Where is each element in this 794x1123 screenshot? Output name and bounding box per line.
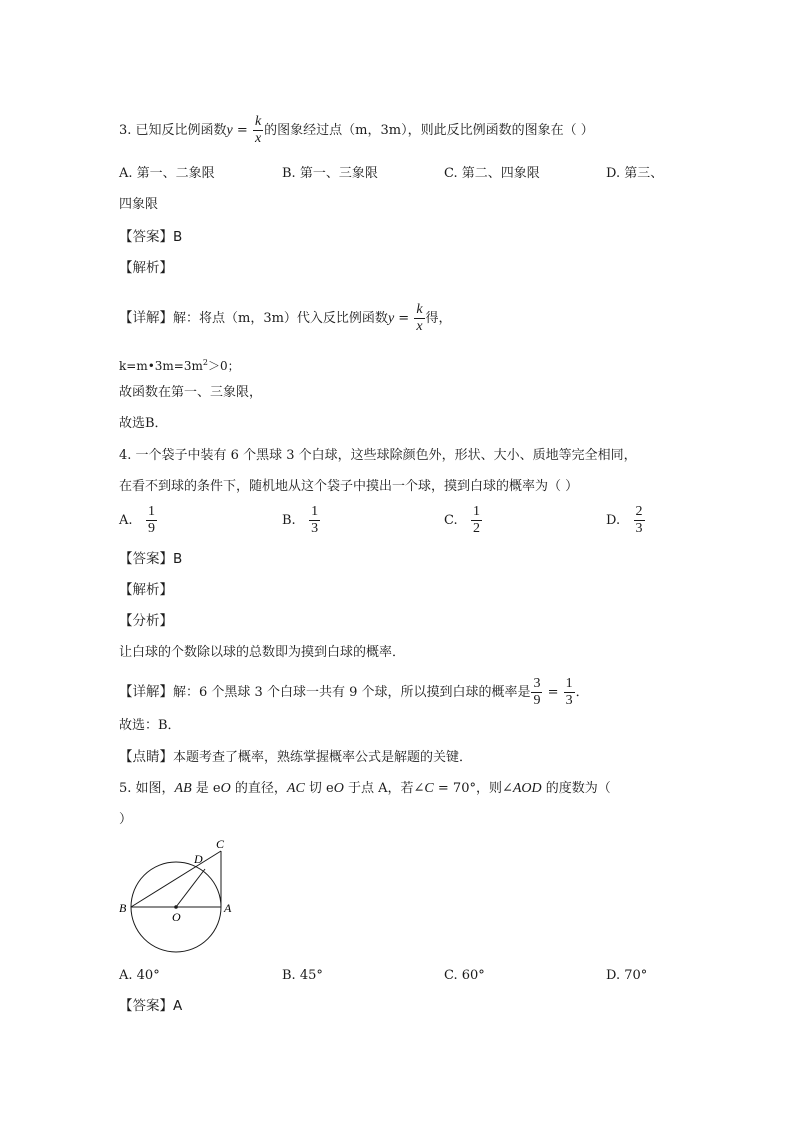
q3-option-b: B. 第一、三象限: [282, 166, 378, 181]
q3-option-d-cont: 四象限: [119, 197, 159, 212]
q4-answer: 【答案】B: [119, 551, 183, 567]
q3-analysis-tag: 【解析】: [119, 260, 173, 276]
q3-detail: 【详解】解：将点（m，3m）代入反比例函数y = $\frac{k}{x}$ 得，: [119, 302, 452, 334]
q3-option-a: A. 第一、二象限: [119, 166, 215, 181]
q3-detail-fraction: $\frac{k}{x}$: [416, 302, 423, 334]
q3-conclusion: 故函数在第一、三象限，: [119, 385, 263, 400]
q3-choose: 故选B．: [119, 416, 168, 431]
q4-comment: 【点睛】本题考查了概率，熟练掌握概率公式是解题的关键．: [119, 749, 473, 765]
label-c: C: [216, 838, 225, 851]
q4-option-d: D. $\frac{2}{3}$: [606, 504, 643, 536]
q5-option-a: A. 40°: [119, 968, 160, 983]
label-o: O: [172, 910, 181, 924]
q5-figure: [117, 838, 237, 958]
label-d: D: [194, 852, 203, 866]
q3-option-c: C. 第二、四象限: [444, 166, 540, 181]
q4-analysis2-tag: 【分析】: [119, 613, 173, 629]
q3-option-d: D. 第三、: [606, 166, 664, 181]
q4-choose: 故选：B．: [119, 718, 181, 733]
line-bc: [131, 851, 221, 907]
center-point: [174, 905, 178, 909]
q5-stem: 5. 如图，AB 是 eO 的直径，AC 切 eO 于点 A，若∠C = 70°，则∠AOD 的度数为（: [119, 781, 611, 796]
q4-stem-1: 4. 一个袋子中装有 6 个黑球 3 个白球，这些球除颜色外，形状、大小、质地等完全相同，: [119, 448, 637, 463]
q5-answer: 【答案】A: [119, 998, 183, 1014]
q4-analysis-tag: 【解析】: [119, 582, 173, 598]
label-b: B: [119, 901, 127, 915]
q4-option-c: C. $\frac{1}{2}$: [444, 504, 481, 536]
q3-answer: 【答案】B: [119, 229, 183, 245]
q3-fraction: $\frac{k}{x}$: [254, 114, 262, 146]
q5-option-d: D. 70°: [606, 968, 648, 983]
q5-option-b: B. 45°: [282, 968, 323, 983]
q4-option-a: A. $\frac{1}{9}$: [119, 504, 155, 536]
label-a: A: [224, 901, 232, 915]
q5-option-c: C. 60°: [444, 968, 485, 983]
q4-detail: 【详解】解：6 个黑球 3 个白球一共有 9 个球，所以摸到白球的概率是 $\frac{3}{9}$ = $\frac{1}{3}$ ．: [119, 676, 589, 708]
q4-option-b: B. $\frac{1}{3}$: [282, 504, 319, 536]
q5-stem-cont: ）: [119, 812, 133, 827]
q3-stem: 3. 已知反比例函数y = $\frac{k}{x}$ 的图象经过点（m，3m），则此反比例函数的图象在（ ）: [119, 114, 594, 146]
line-od: [176, 869, 205, 907]
q4-stem-2: 在看不到球的条件下，随机地从这个袋子中摸出一个球，摸到白球的概率为（ ）: [119, 479, 579, 494]
q4-analysis-text: 让白球的个数除以球的总数即为摸到白球的概率．: [119, 645, 406, 660]
q3-calc: $k=m•3m=3m^2>0$；: [119, 358, 240, 373]
